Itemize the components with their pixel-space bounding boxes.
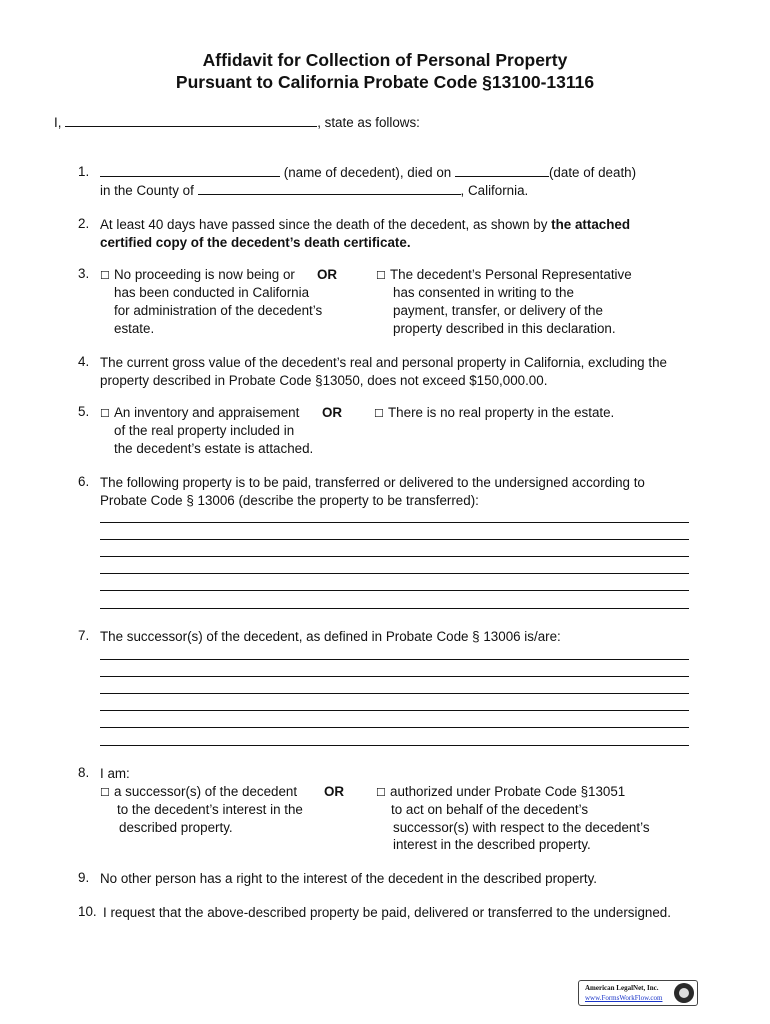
property-description-line[interactable]: [100, 608, 689, 609]
item-8-left-line-2: to the decedent’s interest in the: [117, 802, 303, 817]
successor-line[interactable]: [100, 727, 689, 728]
globe-icon: [674, 983, 694, 1003]
item-7-number: 7.: [78, 628, 90, 643]
item-1-line-1: [100, 164, 636, 182]
successor-line[interactable]: [100, 745, 689, 746]
item-10-text: I request that the above-described property be paid, delivered or transferred to the undersigned.: [103, 905, 671, 920]
item-1-line-2: [100, 182, 528, 200]
checkbox-icon[interactable]: ☐: [100, 787, 110, 799]
item-4-line-1: The current gross value of the decedent’s real and personal property in California, excluding the: [100, 355, 667, 370]
item-1-date-label: (date of death): [548, 165, 637, 180]
successor-line[interactable]: [100, 676, 689, 677]
item-2-bold-2: certified copy of the decedent’s death certificate.: [100, 235, 411, 250]
item-3-left-line-1: ☐ No proceeding is now being or: [100, 267, 295, 282]
property-description-line[interactable]: [100, 539, 689, 540]
item-8-or: OR: [324, 784, 345, 799]
item-8-right-line-3: successor(s) with respect to the decedent’s: [393, 820, 650, 835]
item-3-left-line-4: estate.: [114, 321, 155, 336]
publisher-name: American LegalNet, Inc.: [585, 984, 659, 992]
form-title-line-1: Affidavit for Collection of Personal Property: [202, 50, 568, 70]
item-4-line-2: property described in Probate Code §13050, does not exceed $150,000.00.: [100, 373, 548, 388]
item-1-county-prefix: in the County of: [100, 183, 194, 198]
decedent-name-field[interactable]: [100, 164, 280, 177]
item-6-number: 6.: [78, 474, 90, 489]
affiant-name-field[interactable]: [65, 114, 317, 127]
item-5-left-line-1: ☐ An inventory and appraisement: [100, 405, 300, 420]
successor-line[interactable]: [100, 693, 689, 694]
successor-line[interactable]: [100, 659, 689, 660]
item-8-intro: I am:: [100, 766, 130, 781]
item-2-text: At least 40 days have passed since the death of the decedent, as shown by: [100, 217, 548, 232]
checkbox-icon[interactable]: ☐: [100, 408, 110, 420]
item-5-left-line-2: of the real property included in: [114, 423, 295, 438]
item-6-line-1: The following property is to be paid, transferred or delivered to the undersigned according to: [100, 475, 645, 490]
property-description-line[interactable]: [100, 573, 689, 574]
item-7-line-1: The successor(s) of the decedent, as defined in Probate Code § 13006 is/are:: [100, 629, 561, 644]
item-3-left-line-3: for administration of the decedent’s: [114, 303, 323, 318]
item-4-number: 4.: [78, 354, 90, 369]
item-1-number: 1.: [78, 164, 90, 179]
item-9-number: 9.: [78, 870, 90, 885]
item-2-line-1: [100, 216, 630, 234]
item-8-right-line-1: ☐ authorized under Probate Code §13051: [376, 784, 626, 799]
item-3-left-line-2: has been conducted in California: [114, 285, 310, 300]
item-3-right-line-2: has consented in writing to the: [393, 285, 574, 300]
item-5-right-line-1: ☐ There is no real property in the estate.: [374, 405, 615, 420]
item-3-number: 3.: [78, 266, 90, 281]
item-8-right-line-2: to act on behalf of the decedent’s: [391, 802, 589, 817]
item-3-right-line-3: payment, transfer, or delivery of the: [393, 303, 603, 318]
item-8-left-line-3: described property.: [119, 820, 233, 835]
publisher-link[interactable]: www.FormsWorkFlow.com: [585, 994, 663, 1002]
item-3-or: OR: [317, 267, 338, 282]
checkbox-icon[interactable]: ☐: [376, 270, 386, 282]
item-8-right-line-4: interest in the described property.: [393, 837, 591, 852]
date-of-death-field[interactable]: [455, 164, 549, 177]
item-1-county-suffix: , California.: [460, 183, 529, 198]
item-2-bold-1: the attached: [551, 217, 631, 232]
intro-line: [54, 114, 420, 132]
county-field[interactable]: [198, 182, 461, 195]
property-description-line[interactable]: [100, 522, 689, 523]
item-10-number: 10.: [78, 904, 97, 919]
item-8-left-line-1: ☐ a successor(s) of the decedent: [100, 784, 298, 799]
publisher-logo: [578, 980, 698, 1006]
property-description-line[interactable]: [100, 590, 689, 591]
intro-suffix: , state as follows:: [317, 115, 420, 130]
item-3-right-line-1: ☐ The decedent’s Personal Representative: [376, 267, 632, 282]
item-1-name-label: (name of decedent), died on: [283, 165, 452, 180]
item-5-or: OR: [322, 405, 343, 420]
checkbox-icon[interactable]: ☐: [100, 270, 110, 282]
successor-line[interactable]: [100, 710, 689, 711]
intro-prefix: I,: [54, 115, 62, 130]
item-8-number: 8.: [78, 765, 90, 780]
item-2-number: 2.: [78, 216, 90, 231]
item-6-line-2: Probate Code § 13006 (describe the property to be transferred):: [100, 493, 479, 508]
property-description-line[interactable]: [100, 556, 689, 557]
form-title-line-2: Pursuant to California Probate Code §13100-13116: [175, 72, 595, 92]
item-5-number: 5.: [78, 404, 90, 419]
item-3-right-line-4: property described in this declaration.: [393, 321, 616, 336]
item-9-text: No other person has a right to the interest of the decedent in the described property.: [100, 871, 597, 886]
checkbox-icon[interactable]: ☐: [376, 787, 386, 799]
checkbox-icon[interactable]: ☐: [374, 408, 384, 420]
item-5-left-line-3: the decedent’s estate is attached.: [114, 441, 314, 456]
